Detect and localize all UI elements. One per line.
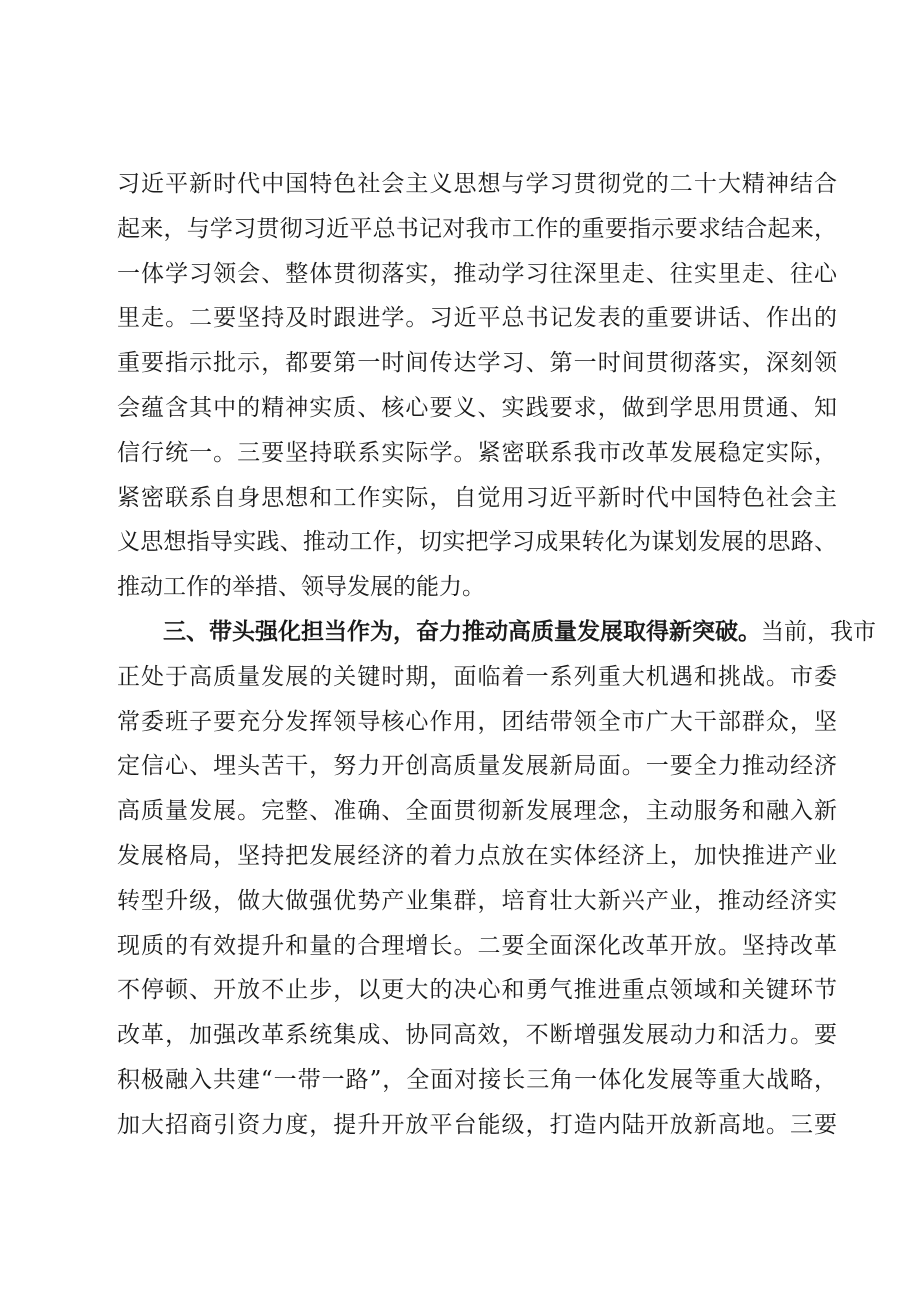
- text-line: 起来，与学习贯彻习近平总书记对我市工作的重要指示要求结合起来，: [117, 215, 837, 242]
- text-line: 信行统一。三要坚持联系实际学。紧密联系我市改革发展稳定实际，: [117, 439, 837, 466]
- text-line: 习近平新时代中国特色社会主义思想与学习贯彻党的二十大精神结合: [117, 171, 837, 197]
- paragraph: [117, 610, 876, 1148]
- text-line: 重要指示批示，都要第一时间传达学习、第一时间贯彻落实，深刻领: [117, 350, 837, 377]
- text-line: 转型升级，做大做强优势产业集群，培育壮大新兴产业，推动经济实: [117, 887, 837, 914]
- text-line: 不停顿、开放不止步，以更大的决心和勇气推进重点领域和关键环节: [117, 977, 837, 1004]
- text-line: 会蕴含其中的精神实质、核心要义、实践要求，做到学思用贯通、知: [117, 394, 837, 421]
- text-line: 定信心、埋头苦干，努力开创高质量发展新局面。一要全力推动经济: [117, 753, 837, 780]
- text-line: 紧密联系自身思想和工作实际，自觉用习近平新时代中国特色社会主: [117, 484, 837, 511]
- text-line: 里走。二要坚持及时跟进学。习近平总书记发表的重要讲话、作出的: [117, 305, 837, 332]
- text-line: 推动工作的举措、领导发展的能力。: [117, 574, 485, 601]
- text-line: 积极融入共建“一带一路”，全面对接长三角一体化发展等重大战略，: [117, 1066, 837, 1093]
- text-run: 当前，我市: [761, 618, 876, 645]
- text-line: 改革，加强改革系统集成、协同高效，不断增强发展动力和活力。要: [117, 1022, 837, 1049]
- text-line: 正处于高质量发展的关键时期，面临着一系列重大机遇和挑战。市委: [117, 663, 837, 690]
- text-line: 高质量发展。完整、准确、全面贯彻新发展理念，主动服务和融入新: [117, 798, 837, 825]
- section-heading: 三、带头强化担当作为，奋力推动高质量发展取得新突破。: [163, 618, 761, 645]
- paragraph-first-line: [117, 610, 876, 655]
- text-line: 一体学习领会、整体贯彻落实，推动学习往深里走、往实里走、往心: [117, 260, 837, 287]
- text-line: 常委班子要充分发挥领导核心作用，团结带领全市广大干部群众，坚: [117, 708, 837, 735]
- paragraph: [117, 162, 837, 610]
- text-line: 加大招商引资力度，提升开放平台能级，打造内陆开放新高地。三要: [117, 1111, 837, 1138]
- document-body: [117, 162, 876, 1148]
- text-line: 发展格局，坚持把发展经济的着力点放在实体经济上，加快推进产业: [117, 842, 837, 869]
- text-line: 义思想指导实践、推动工作，切实把学习成果转化为谋划发展的思路、: [117, 529, 837, 556]
- text-line: 现质的有效提升和量的合理增长。二要全面深化改革开放。坚持改革: [117, 932, 837, 959]
